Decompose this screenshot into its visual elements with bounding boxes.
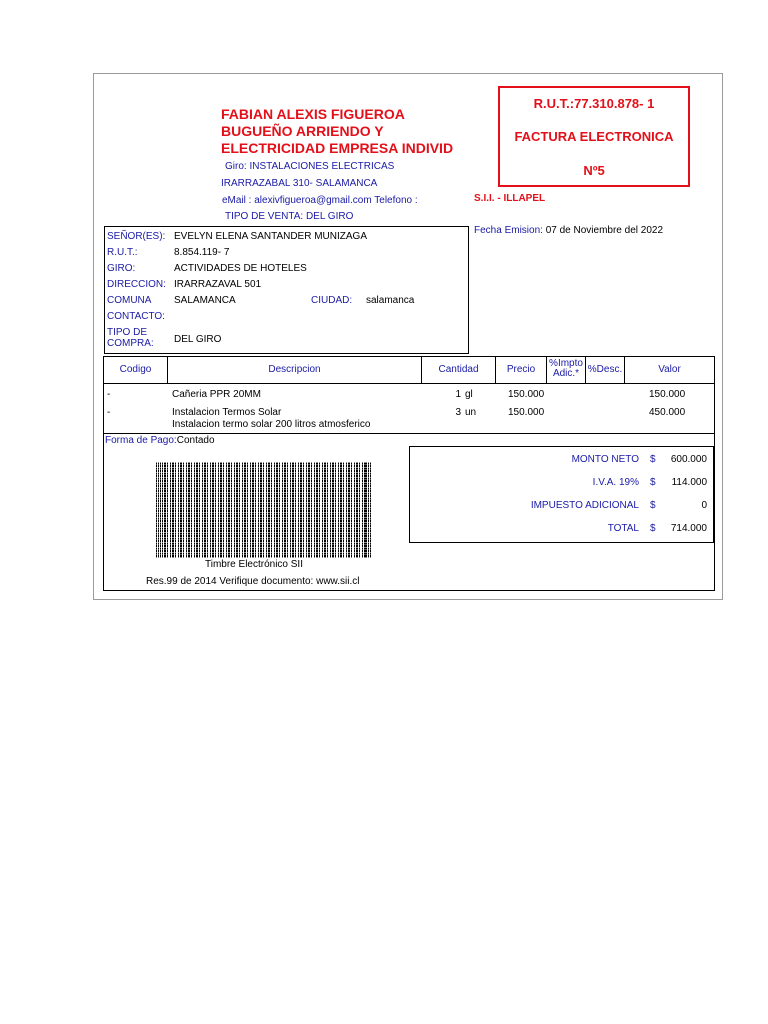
items-table-divider [104,433,714,434]
payment-label: Forma de Pago: [105,435,177,446]
payment-method [105,435,215,446]
neto-value: 600.000 [670,454,707,465]
items-table-header [104,357,714,384]
neto-label: MONTO NETO [571,454,639,465]
row-2-precio: 150.000 [508,407,545,418]
header-impto-line-1: %Impto [549,358,583,369]
row-2-codigo: - [107,407,111,418]
tipo-compra-label-line-2: COMPRA: [107,338,154,349]
total-value: 714.000 [670,523,707,534]
adicional-value: 0 [701,500,707,511]
barcode-start-pattern [156,462,162,558]
issuer-phone-label: Telefono : [374,195,418,206]
issuer-email-value: alexivfigueroa@gmail.com [254,195,372,206]
client-direccion-label: DIRECCION: [107,279,166,290]
issuer-name-line-3: ELECTRICIDAD EMPRESA INDIVID [221,140,454,156]
barcode-stop-pattern [366,462,372,558]
document-rut: R.U.T.:77.310.878- 1 [533,96,655,111]
document-number: Nº5 [583,163,605,178]
timbre-resolution: Res.99 de 2014 Verifique documento: www.sii.cl [146,576,360,587]
issuer-name-line-1: FABIAN ALEXIS FIGUEROA [221,106,405,122]
row-1-valor: 150.000 [649,389,686,400]
tipo-compra-label-line-1: TIPO DE [107,327,148,338]
row-2-valor: 450.000 [649,407,686,418]
header-precio: Precio [496,357,547,383]
emission-date-value: 07 de Noviembre del 2022 [545,225,664,236]
client-ciudad-label: CIUDAD: [311,295,353,306]
issuer-name [221,106,453,157]
issuer-contact [222,195,418,206]
row-1-unit: gl [465,389,473,400]
row-2-detail: Instalacion termo solar 200 litros atmosferico [172,419,371,430]
client-tipo-compra-label [107,327,154,349]
row-1-descripcion: Cañeria PPR 20MM [172,389,261,400]
client-giro-label: GIRO: [107,263,136,274]
client-box [104,226,469,354]
adicional-currency: $ [650,500,656,511]
issuer-giro-value: INSTALACIONES ELECTRICAS [249,161,395,172]
client-direccion-value: IRARRAZAVAL 501 [174,279,262,290]
client-giro-value: ACTIVIDADES DE HOTELES [174,263,307,274]
header-valor: Valor [658,364,681,375]
issuer-giro [225,161,394,172]
neto-currency: $ [650,454,656,465]
client-comuna-value: SALAMANCA [174,295,236,306]
row-1-codigo: - [107,389,111,400]
issuer-sale-type: TIPO DE VENTA: DEL GIRO [225,211,354,222]
issuer-address: IRARRAZABAL 310- SALAMANCA [221,178,378,189]
header-cantidad: Cantidad [422,357,496,383]
header-codigo: Codigo [104,357,168,383]
client-comuna-label: COMUNA [107,295,152,306]
timbre-barcode-image [156,462,372,558]
client-rut-label: R.U.T.: [107,247,138,258]
iva-value: 114.000 [671,477,707,488]
row-2-qty: 3 [455,407,461,418]
client-contacto-label: CONTACTO: [107,311,165,322]
senor-value: EVELYN ELENA SANTANDER MUNIZAGA [174,231,368,242]
emission-date [474,225,663,236]
timbre-caption: Timbre Electrónico SII [205,559,303,570]
total-currency: $ [650,523,656,534]
client-tipo-compra-value: DEL GIRO [174,334,222,345]
issuer-email-label: eMail : [222,195,252,206]
client-rut-value: 8.854.119- 7 [174,247,230,258]
sii-office: S.I.I. - ILLAPEL [474,193,546,204]
issuer-name-line-2: BUGUEÑO ARRIENDO Y [221,123,384,139]
iva-currency: $ [650,477,656,488]
totals-box [409,446,714,543]
document-id-box [498,86,690,187]
total-label: TOTAL [607,523,639,534]
client-ciudad-value: salamanca [366,295,415,306]
senor-label: SEÑOR(ES): [107,231,166,242]
row-2-descripcion: Instalacion Termos Solar [172,407,282,418]
iva-label: I.V.A. 19% [592,477,639,488]
adicional-label: IMPUESTO ADICIONAL [530,500,639,511]
header-impto-line-2: Adic.* [552,368,580,379]
row-2-unit: un [465,407,477,418]
emission-date-label: Fecha Emision: [474,225,543,236]
document-type: FACTURA ELECTRONICA [514,129,674,144]
header-descripcion: Descripcion [168,357,422,383]
header-impto-adic [547,357,586,383]
payment-value: Contado [176,435,215,446]
issuer-giro-label: Giro: [225,161,247,172]
row-1-qty: 1 [455,389,461,400]
row-1-precio: 150.000 [508,389,545,400]
header-desc: %Desc. [586,357,625,383]
